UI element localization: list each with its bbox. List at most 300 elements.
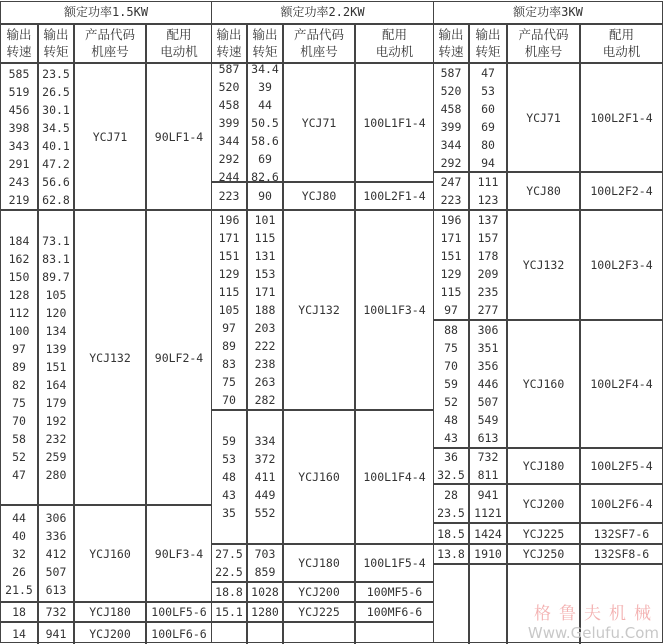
torque-value: 120 xyxy=(45,305,67,320)
cell-code xyxy=(75,211,147,504)
cell-speed xyxy=(434,485,470,522)
speed-value: 151 xyxy=(440,249,462,263)
cell-speed xyxy=(212,603,248,621)
motor-model: 100L2F3-4 xyxy=(590,258,653,272)
header-speed-line2: 转速 xyxy=(6,44,32,59)
speed-value: 18 xyxy=(12,605,26,619)
column-header-row xyxy=(434,25,662,64)
speed-value: 171 xyxy=(218,231,240,245)
torque-value: 139 xyxy=(45,341,67,356)
torque-value: 336 xyxy=(45,528,67,543)
speed-value: 97 xyxy=(222,321,236,335)
model-code: YCJ80 xyxy=(526,184,561,198)
torque-value: 222 xyxy=(254,339,276,353)
model-group xyxy=(1,623,211,644)
model-group xyxy=(434,449,662,485)
header-speed-line2: 转速 xyxy=(216,44,242,59)
header-torque-line2: 转矩 xyxy=(43,44,69,59)
torque-value: 941 xyxy=(477,487,499,502)
torque-value: 44 xyxy=(258,97,272,112)
header-motor-line1: 配用 xyxy=(608,27,634,42)
cell-torque xyxy=(39,506,75,601)
speed-value: 36 xyxy=(444,450,458,464)
torque-value: 356 xyxy=(477,359,499,373)
power-section-1 xyxy=(0,1,212,643)
header-torque-line1: 输出 xyxy=(252,27,278,42)
header-motor-line1: 配用 xyxy=(166,27,192,42)
speed-value: 244 xyxy=(218,169,240,184)
speed-value: 59 xyxy=(222,434,236,448)
model-group xyxy=(434,565,662,644)
header-torque-line1: 输出 xyxy=(475,27,501,42)
torque-value: 209 xyxy=(477,267,499,281)
motor-model: 100L2F1-4 xyxy=(590,110,653,125)
speed-value: 112 xyxy=(8,305,30,320)
header-speed-line1: 输出 xyxy=(216,27,242,42)
header-speed xyxy=(212,25,248,62)
header-motor-line2: 电动机 xyxy=(160,44,198,59)
model-code: YCJ160 xyxy=(522,377,565,391)
cell-torque xyxy=(470,64,508,171)
cell-torque xyxy=(248,545,284,581)
torque-value: 1424 xyxy=(474,526,502,541)
cell-code xyxy=(284,183,356,209)
cell-torque xyxy=(470,545,508,563)
cell-motor xyxy=(147,64,211,209)
speed-value: 291 xyxy=(8,156,30,171)
header-speed-line2: 转速 xyxy=(438,44,464,59)
torque-value: 411 xyxy=(254,470,276,484)
torque-value: 39 xyxy=(258,79,272,94)
model-group xyxy=(434,211,662,321)
model-group xyxy=(212,61,433,184)
speed-value: 399 xyxy=(440,119,462,134)
model-group xyxy=(212,411,433,545)
speed-value: 456 xyxy=(8,102,30,117)
speed-value: 14 xyxy=(12,626,26,641)
power-section-3 xyxy=(433,1,663,643)
model-group xyxy=(434,321,662,449)
torque-value: 40.1 xyxy=(42,138,70,153)
torque-value: 89.7 xyxy=(42,269,70,284)
cell-speed xyxy=(1,64,39,209)
model-code: YCJ160 xyxy=(298,470,340,484)
cell-motor xyxy=(356,64,433,181)
cell-motor xyxy=(581,545,662,563)
model-group xyxy=(434,545,662,565)
speed-value: 344 xyxy=(440,137,462,152)
cell-speed xyxy=(434,524,470,543)
cell-code xyxy=(508,449,581,483)
torque-value: 280 xyxy=(45,467,67,482)
model-code: YCJ80 xyxy=(301,189,337,203)
watermark-url: Www.Gelufu.Com xyxy=(527,624,659,642)
torque-value: 62.8 xyxy=(42,192,70,207)
cell-torque xyxy=(248,211,284,409)
header-motor xyxy=(581,25,662,62)
model-group xyxy=(434,173,662,211)
model-group xyxy=(1,64,211,211)
torque-value: 171 xyxy=(254,285,276,299)
cell-motor xyxy=(581,449,662,483)
motor-model: 100MF6-6 xyxy=(366,605,423,619)
speed-value: 48 xyxy=(444,413,458,427)
torque-value: 941 xyxy=(45,626,67,641)
speed-value: 26 xyxy=(12,564,26,579)
cell-code xyxy=(284,603,356,621)
cell-motor xyxy=(581,565,662,644)
model-code: YCJ250 xyxy=(522,547,565,561)
speed-value: 519 xyxy=(8,84,30,99)
motor-model: 90LF3-4 xyxy=(154,546,204,561)
speed-value: 587 xyxy=(440,65,462,80)
torque-value: 69 xyxy=(481,119,495,134)
cell-torque xyxy=(248,411,284,543)
torque-value: 232 xyxy=(45,431,67,446)
motor-model: 100L1F5-4 xyxy=(363,556,426,570)
motor-model: 132SF8-6 xyxy=(593,547,650,561)
speed-value: 43 xyxy=(222,488,236,502)
cell-speed xyxy=(212,183,248,209)
speed-value: 162 xyxy=(8,251,30,266)
torque-value: 34.5 xyxy=(42,120,70,135)
cell-motor xyxy=(147,623,211,644)
motor-model: 100LF6-6 xyxy=(151,626,207,641)
speed-value: 88 xyxy=(444,323,458,337)
model-code: YCJ71 xyxy=(92,129,128,144)
header-torque xyxy=(248,25,284,62)
torque-value: 1280 xyxy=(251,605,279,619)
torque-value: 137 xyxy=(477,213,499,227)
torque-value: 188 xyxy=(254,303,276,317)
speed-value: 27.5 xyxy=(215,547,243,561)
cell-code xyxy=(508,321,581,447)
cell-torque xyxy=(470,211,508,319)
torque-value: 105 xyxy=(45,287,67,302)
torque-value: 412 xyxy=(45,546,67,561)
header-code-line1: 产品代码 xyxy=(84,27,135,42)
speed-value: 585 xyxy=(8,66,30,81)
cell-speed xyxy=(434,173,470,209)
motor-model: 100LF5-6 xyxy=(151,605,207,619)
cell-speed xyxy=(434,545,470,563)
cell-speed xyxy=(434,211,470,319)
cell-speed xyxy=(212,411,248,543)
torque-value: 73.1 xyxy=(42,233,70,248)
motor-model: 132SF7-6 xyxy=(593,526,650,541)
motor-model: 100L1F3-4 xyxy=(363,303,426,317)
motor-model: 100L2F2-4 xyxy=(590,184,653,198)
cell-torque xyxy=(248,61,284,184)
torque-value: 552 xyxy=(254,506,276,520)
model-code: YCJ225 xyxy=(522,526,565,541)
speed-value: 44 xyxy=(12,510,26,525)
cell-code xyxy=(75,64,147,209)
cell-code xyxy=(284,411,356,543)
cell-speed xyxy=(1,603,39,621)
speed-value: 53 xyxy=(222,452,236,466)
speed-value: 52 xyxy=(12,449,26,464)
header-code xyxy=(75,25,147,62)
cell-code xyxy=(508,565,581,644)
speed-value: 587 xyxy=(218,61,240,76)
speed-value: 343 xyxy=(8,138,30,153)
speed-value: 70 xyxy=(12,413,26,428)
cell-motor xyxy=(356,411,433,543)
cell-motor xyxy=(147,603,211,621)
speed-value: 89 xyxy=(222,339,236,353)
torque-value: 811 xyxy=(477,468,499,482)
header-speed xyxy=(1,25,39,62)
speed-value: 15.1 xyxy=(215,605,243,619)
torque-value: 101 xyxy=(254,213,276,227)
cell-torque xyxy=(39,64,75,209)
cell-motor xyxy=(581,173,662,209)
cell-torque xyxy=(470,565,508,644)
speed-value: 243 xyxy=(8,174,30,189)
torque-value: 80 xyxy=(481,137,495,152)
model-group xyxy=(1,506,211,603)
speed-value: 52 xyxy=(444,395,458,409)
torque-value: 90 xyxy=(258,189,272,203)
torque-value: 179 xyxy=(45,395,67,410)
model-group xyxy=(212,603,433,623)
cell-motor xyxy=(147,211,211,504)
header-code-line2: 机座号 xyxy=(524,44,563,59)
cell-code xyxy=(75,506,147,601)
cell-motor xyxy=(581,211,662,319)
header-speed-line1: 输出 xyxy=(6,27,32,42)
speed-value: 22.5 xyxy=(215,565,243,579)
cell-code xyxy=(508,524,581,543)
motor-model: 90LF1-4 xyxy=(154,129,204,144)
cell-code xyxy=(284,211,356,409)
speed-value: 28 xyxy=(444,487,458,502)
speed-value: 32.5 xyxy=(437,468,465,482)
speed-value: 21.5 xyxy=(5,582,33,597)
speed-value: 48 xyxy=(222,470,236,484)
header-speed-line1: 输出 xyxy=(438,27,464,42)
model-group xyxy=(434,485,662,524)
cell-torque xyxy=(248,603,284,621)
speed-value: 223 xyxy=(218,189,240,203)
cell-torque xyxy=(470,321,508,447)
cell-code xyxy=(75,603,147,621)
cell-speed xyxy=(434,565,470,644)
model-group xyxy=(1,603,211,623)
torque-value: 30.1 xyxy=(42,102,70,117)
torque-value: 115 xyxy=(254,231,276,245)
motor-model: 100L2F6-4 xyxy=(590,496,653,511)
speed-value: 520 xyxy=(440,83,462,98)
header-motor-line1: 配用 xyxy=(381,27,407,42)
torque-value: 613 xyxy=(45,582,67,597)
speed-value: 115 xyxy=(218,285,240,299)
model-group xyxy=(212,583,433,603)
cell-torque xyxy=(248,583,284,601)
cell-torque xyxy=(39,603,75,621)
cell-speed xyxy=(434,321,470,447)
cell-torque xyxy=(39,623,75,644)
header-code-line2: 机座号 xyxy=(91,44,129,59)
speed-value: 292 xyxy=(218,151,240,166)
torque-value: 372 xyxy=(254,452,276,466)
header-torque-line2: 转矩 xyxy=(252,44,278,59)
speed-value: 196 xyxy=(440,213,462,227)
speed-value: 458 xyxy=(440,101,462,116)
torque-value: 192 xyxy=(45,413,67,428)
torque-value: 47.2 xyxy=(42,156,70,171)
motor-model: 100L1F1-4 xyxy=(363,115,426,130)
speed-value: 128 xyxy=(8,287,30,302)
torque-value: 56.6 xyxy=(42,174,70,189)
torque-value: 178 xyxy=(477,249,499,263)
speed-value: 100 xyxy=(8,323,30,338)
cell-code xyxy=(508,64,581,171)
cell-motor xyxy=(356,603,433,621)
header-motor xyxy=(147,25,211,62)
speed-value: 292 xyxy=(440,155,462,170)
torque-value: 235 xyxy=(477,285,499,299)
cell-code xyxy=(284,623,356,644)
cell-motor xyxy=(581,321,662,447)
speed-value: 23.5 xyxy=(437,505,465,520)
torque-value: 259 xyxy=(45,449,67,464)
section-title: 额定功率2.2KW xyxy=(212,2,433,25)
header-torque xyxy=(39,25,75,62)
speed-value: 75 xyxy=(12,395,26,410)
torque-value: 153 xyxy=(254,267,276,281)
model-code: YCJ225 xyxy=(298,605,340,619)
torque-value: 1121 xyxy=(474,505,502,520)
model-code: YCJ180 xyxy=(522,459,565,473)
watermark-cn: 格鲁夫机械 xyxy=(534,604,659,624)
speed-value: 458 xyxy=(218,97,240,112)
header-motor-line2: 电动机 xyxy=(602,44,641,59)
speed-value: 97 xyxy=(444,303,458,317)
torque-value: 131 xyxy=(254,249,276,263)
header-torque xyxy=(470,25,508,62)
speed-value: 520 xyxy=(218,79,240,94)
motor-model: 100L2F5-4 xyxy=(590,459,653,473)
speed-value: 59 xyxy=(444,377,458,391)
cell-motor xyxy=(356,623,433,644)
speed-value: 32 xyxy=(12,546,26,561)
model-code: YCJ132 xyxy=(298,303,340,317)
cell-code xyxy=(284,583,356,601)
model-code: YCJ71 xyxy=(301,115,337,130)
cell-speed xyxy=(434,449,470,483)
speed-value: 75 xyxy=(444,341,458,355)
speed-value: 150 xyxy=(8,269,30,284)
motor-model: 100L2F4-4 xyxy=(590,377,653,391)
speed-value: 70 xyxy=(444,359,458,373)
torque-value: 26.5 xyxy=(42,84,70,99)
speed-value: 247 xyxy=(440,175,462,189)
speed-value: 196 xyxy=(218,213,240,227)
torque-value: 69 xyxy=(258,151,272,166)
cell-speed xyxy=(212,211,248,409)
speed-value: 223 xyxy=(440,193,462,207)
header-torque-line1: 输出 xyxy=(43,27,69,42)
torque-value: 277 xyxy=(477,303,499,317)
torque-value: 238 xyxy=(254,357,276,371)
cell-code xyxy=(508,485,581,522)
speed-value: 40 xyxy=(12,528,26,543)
cell-code xyxy=(508,545,581,563)
torque-value: 157 xyxy=(477,231,499,245)
speed-value: 82 xyxy=(12,377,26,392)
speed-value: 219 xyxy=(8,192,30,207)
header-motor-line2: 电动机 xyxy=(375,44,414,59)
model-code: YCJ71 xyxy=(526,110,561,125)
cell-torque xyxy=(39,211,75,504)
torque-value: 82.6 xyxy=(251,169,279,184)
torque-value: 23.5 xyxy=(42,66,70,81)
cell-torque xyxy=(470,524,508,543)
cell-torque xyxy=(470,485,508,522)
power-section-2 xyxy=(211,1,434,643)
torque-value: 732 xyxy=(477,450,499,464)
model-group xyxy=(212,545,433,583)
motor-model: 100L1F4-4 xyxy=(363,470,426,484)
speed-value: 47 xyxy=(12,467,26,482)
speed-value: 13.8 xyxy=(437,547,465,561)
torque-value: 334 xyxy=(254,434,276,448)
torque-value: 164 xyxy=(45,377,67,392)
torque-value: 282 xyxy=(254,393,276,407)
speed-value: 97 xyxy=(12,341,26,356)
speed-value: 398 xyxy=(8,120,30,135)
model-code: YCJ180 xyxy=(89,605,131,619)
torque-value: 111 xyxy=(477,175,499,189)
section-title: 额定功率1.5KW xyxy=(1,2,211,25)
motor-model: 100L2F1-4 xyxy=(363,189,426,203)
cell-motor xyxy=(581,485,662,522)
speed-value: 89 xyxy=(12,359,26,374)
cell-code xyxy=(75,623,147,644)
torque-value: 34.4 xyxy=(251,61,279,76)
speed-value: 18.8 xyxy=(215,585,243,599)
model-code: YCJ180 xyxy=(298,556,340,570)
torque-value: 306 xyxy=(477,323,499,337)
speed-value: 83 xyxy=(222,357,236,371)
torque-value: 151 xyxy=(45,359,67,374)
cell-speed xyxy=(1,506,39,601)
torque-value: 60 xyxy=(481,101,495,116)
torque-value: 507 xyxy=(45,564,67,579)
cell-motor xyxy=(356,211,433,409)
header-speed xyxy=(434,25,470,62)
speed-value: 115 xyxy=(440,285,462,299)
torque-value: 83.1 xyxy=(42,251,70,266)
cell-motor xyxy=(147,506,211,601)
cell-torque xyxy=(248,623,284,644)
cell-code xyxy=(284,545,356,581)
model-group xyxy=(434,64,662,173)
cell-motor xyxy=(356,583,433,601)
torque-value: 351 xyxy=(477,341,499,355)
torque-value: 446 xyxy=(477,377,499,391)
torque-value: 123 xyxy=(477,193,499,207)
torque-value: 94 xyxy=(481,155,495,170)
torque-value: 1910 xyxy=(474,547,502,561)
torque-value: 549 xyxy=(477,413,499,427)
model-code: YCJ132 xyxy=(89,350,131,365)
speed-value: 151 xyxy=(218,249,240,263)
motor-model: 90LF2-4 xyxy=(154,350,204,365)
speed-value: 129 xyxy=(218,267,240,281)
